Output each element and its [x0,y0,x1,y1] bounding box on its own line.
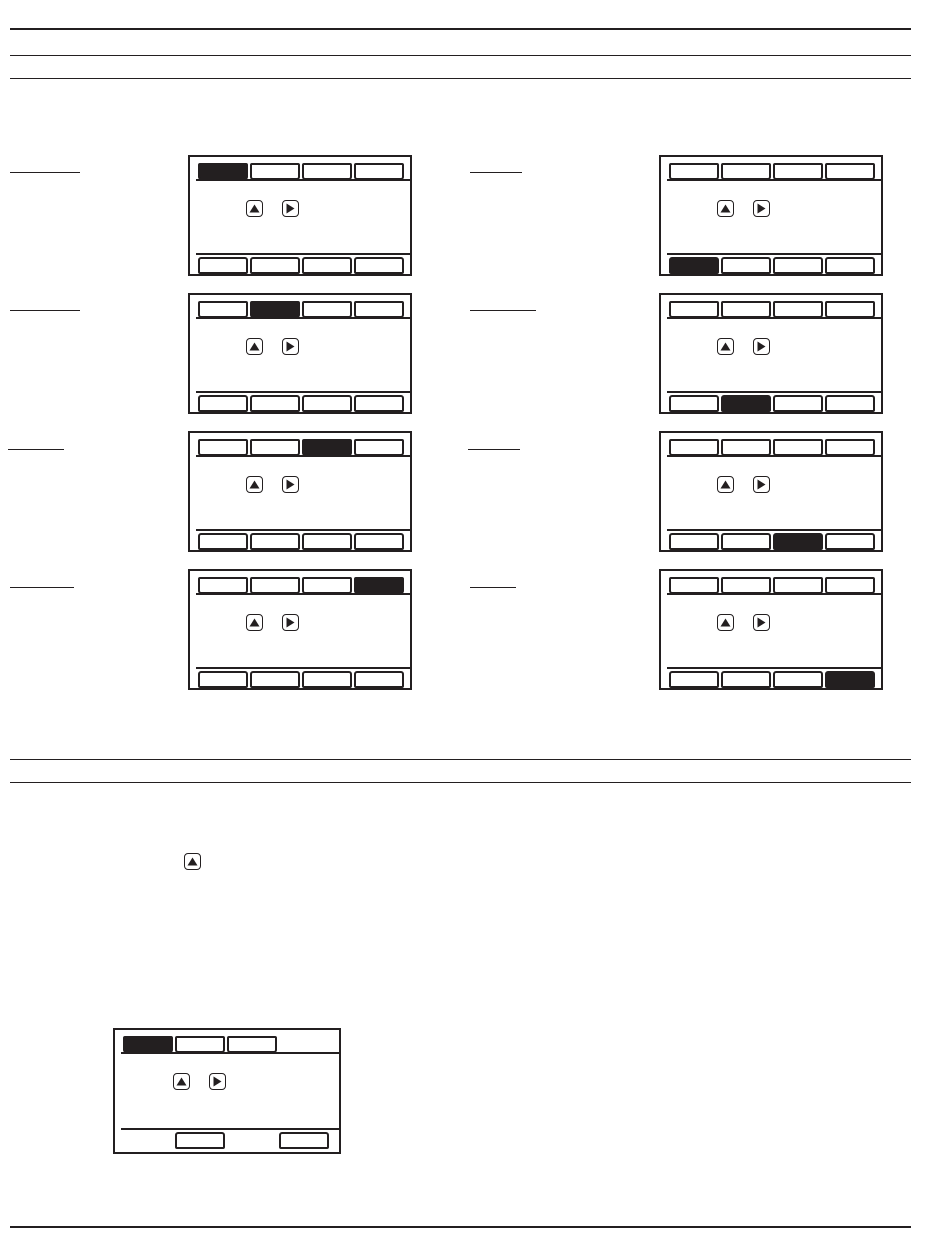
right-arrow-key-icon [753,200,770,217]
top-soft-key-4 [354,163,404,180]
up-arrow-key-icon [246,200,263,217]
top-soft-key-4 [354,301,404,318]
right-arrow-key-icon [282,614,299,631]
bottom-soft-key-2 [721,257,771,274]
up-arrow-key-icon [246,614,263,631]
bottom-soft-keys [198,533,404,550]
top-soft-key-1 [669,439,719,456]
section-rule-bottom [10,782,911,783]
label-underline-left-3 [8,449,64,450]
small-screen-bottom-key-right [279,1132,329,1149]
bottom-soft-key-1 [669,533,719,550]
section-rule-top [10,759,911,760]
small-screen-buttons [173,1073,226,1090]
bottom-soft-key-3 [302,257,352,274]
navigation-keys [717,338,770,355]
navigation-keys [246,200,299,217]
label-underline-right-1 [470,172,522,173]
top-soft-key-4 [825,439,875,456]
label-underline-right-3 [468,449,520,450]
bottom-soft-key-4 [354,395,404,412]
right-arrow-key-icon [753,476,770,493]
top-soft-key-3 [302,439,352,456]
bottom-soft-key-4 [354,671,404,688]
bottom-soft-key-2 [721,395,771,412]
top-soft-key-2 [250,439,300,456]
navigation-keys [717,200,770,217]
bottom-soft-key-4 [825,395,875,412]
bottom-soft-key-4 [825,257,875,274]
header-rule-middle [10,55,911,56]
bottom-soft-key-1 [669,671,719,688]
top-soft-key-1 [198,301,248,318]
top-soft-key-1 [198,163,248,180]
bottom-soft-key-3 [773,395,823,412]
bottom-soft-key-2 [250,671,300,688]
small-top-soft-key-3 [227,1036,277,1053]
top-soft-key-1 [198,439,248,456]
bottom-soft-keys [669,671,875,688]
display-screen-left-2 [188,293,412,414]
up-arrow-key-icon [717,200,734,217]
bottom-soft-key-2 [250,257,300,274]
label-underline-right-2 [470,310,536,311]
bottom-soft-key-4 [354,257,404,274]
bottom-soft-key-1 [198,257,248,274]
navigation-keys [717,476,770,493]
bottom-soft-key-3 [302,671,352,688]
top-soft-key-4 [354,439,404,456]
bottom-soft-key-3 [773,257,823,274]
display-screen-right-1 [659,155,883,276]
top-soft-key-3 [302,163,352,180]
right-arrow-key-icon [282,200,299,217]
bottom-soft-key-3 [773,671,823,688]
small-top-soft-key-1 [123,1036,173,1053]
bottom-soft-key-1 [198,395,248,412]
right-arrow-key-icon [753,614,770,631]
navigation-keys [246,476,299,493]
top-soft-key-2 [721,439,771,456]
bottom-soft-key-2 [250,533,300,550]
display-screen-right-2 [659,293,883,414]
navigation-keys [246,338,299,355]
up-arrow-key-icon [246,476,263,493]
up-arrow-key-icon [173,1073,190,1090]
bottom-soft-key-4 [825,671,875,688]
display-screen-right-3 [659,431,883,552]
top-soft-key-4 [825,577,875,594]
top-soft-keys [198,439,404,456]
right-arrow-key-icon [753,338,770,355]
top-soft-key-2 [721,577,771,594]
up-arrow-key-icon [246,338,263,355]
top-soft-key-2 [721,163,771,180]
bottom-soft-key-1 [669,257,719,274]
top-soft-key-3 [773,577,823,594]
right-arrow-key-icon [209,1073,226,1090]
display-screen-right-4 [659,569,883,690]
top-soft-keys [198,301,404,318]
top-soft-key-3 [773,301,823,318]
bottom-soft-key-1 [198,671,248,688]
top-soft-keys [198,163,404,180]
footer-rule [10,1226,911,1228]
top-soft-key-4 [825,301,875,318]
up-arrow-key-icon [717,614,734,631]
top-soft-key-2 [250,577,300,594]
small-screen-bottom-key-left [175,1132,225,1149]
display-screen-left-4 [188,569,412,690]
small-screen-top-tabs [123,1036,277,1053]
top-soft-keys [198,577,404,594]
bottom-soft-key-1 [198,533,248,550]
top-soft-key-1 [669,577,719,594]
bottom-soft-keys [669,533,875,550]
bottom-soft-key-3 [302,395,352,412]
right-arrow-key-icon [282,476,299,493]
up-arrow-key-icon [717,476,734,493]
bottom-soft-key-2 [721,671,771,688]
display-screen-left-1 [188,155,412,276]
top-soft-key-2 [721,301,771,318]
bottom-soft-key-2 [721,533,771,550]
top-soft-keys [669,577,875,594]
bottom-soft-key-2 [250,395,300,412]
label-underline-left-4 [10,587,74,588]
header-rule-top [10,28,911,30]
small-display-screen [113,1028,341,1154]
top-soft-key-4 [825,163,875,180]
bottom-soft-keys [198,257,404,274]
top-soft-key-1 [669,163,719,180]
right-arrow-key-icon [282,338,299,355]
small-top-soft-key-2 [175,1036,225,1053]
header-rule-bottom [10,78,911,79]
label-underline-left-1 [10,172,80,173]
top-soft-key-1 [198,577,248,594]
up-arrow-key-icon [184,853,201,870]
bottom-soft-keys [669,395,875,412]
top-soft-key-3 [302,577,352,594]
top-soft-key-2 [250,163,300,180]
top-soft-key-3 [773,439,823,456]
navigation-keys [246,614,299,631]
top-soft-key-2 [250,301,300,318]
bottom-soft-key-4 [825,533,875,550]
top-soft-key-3 [773,163,823,180]
up-arrow-key-icon [717,338,734,355]
top-soft-keys [669,439,875,456]
top-soft-key-1 [669,301,719,318]
bottom-soft-keys [198,671,404,688]
navigation-keys [717,614,770,631]
top-soft-key-4 [354,577,404,594]
bottom-soft-key-4 [354,533,404,550]
label-underline-left-2 [10,310,80,311]
top-soft-key-3 [302,301,352,318]
bottom-soft-key-1 [669,395,719,412]
top-soft-keys [669,163,875,180]
display-screen-left-3 [188,431,412,552]
top-soft-keys [669,301,875,318]
bottom-soft-keys [669,257,875,274]
bottom-soft-key-3 [773,533,823,550]
label-underline-right-4 [470,587,516,588]
bottom-soft-keys [198,395,404,412]
bottom-soft-key-3 [302,533,352,550]
